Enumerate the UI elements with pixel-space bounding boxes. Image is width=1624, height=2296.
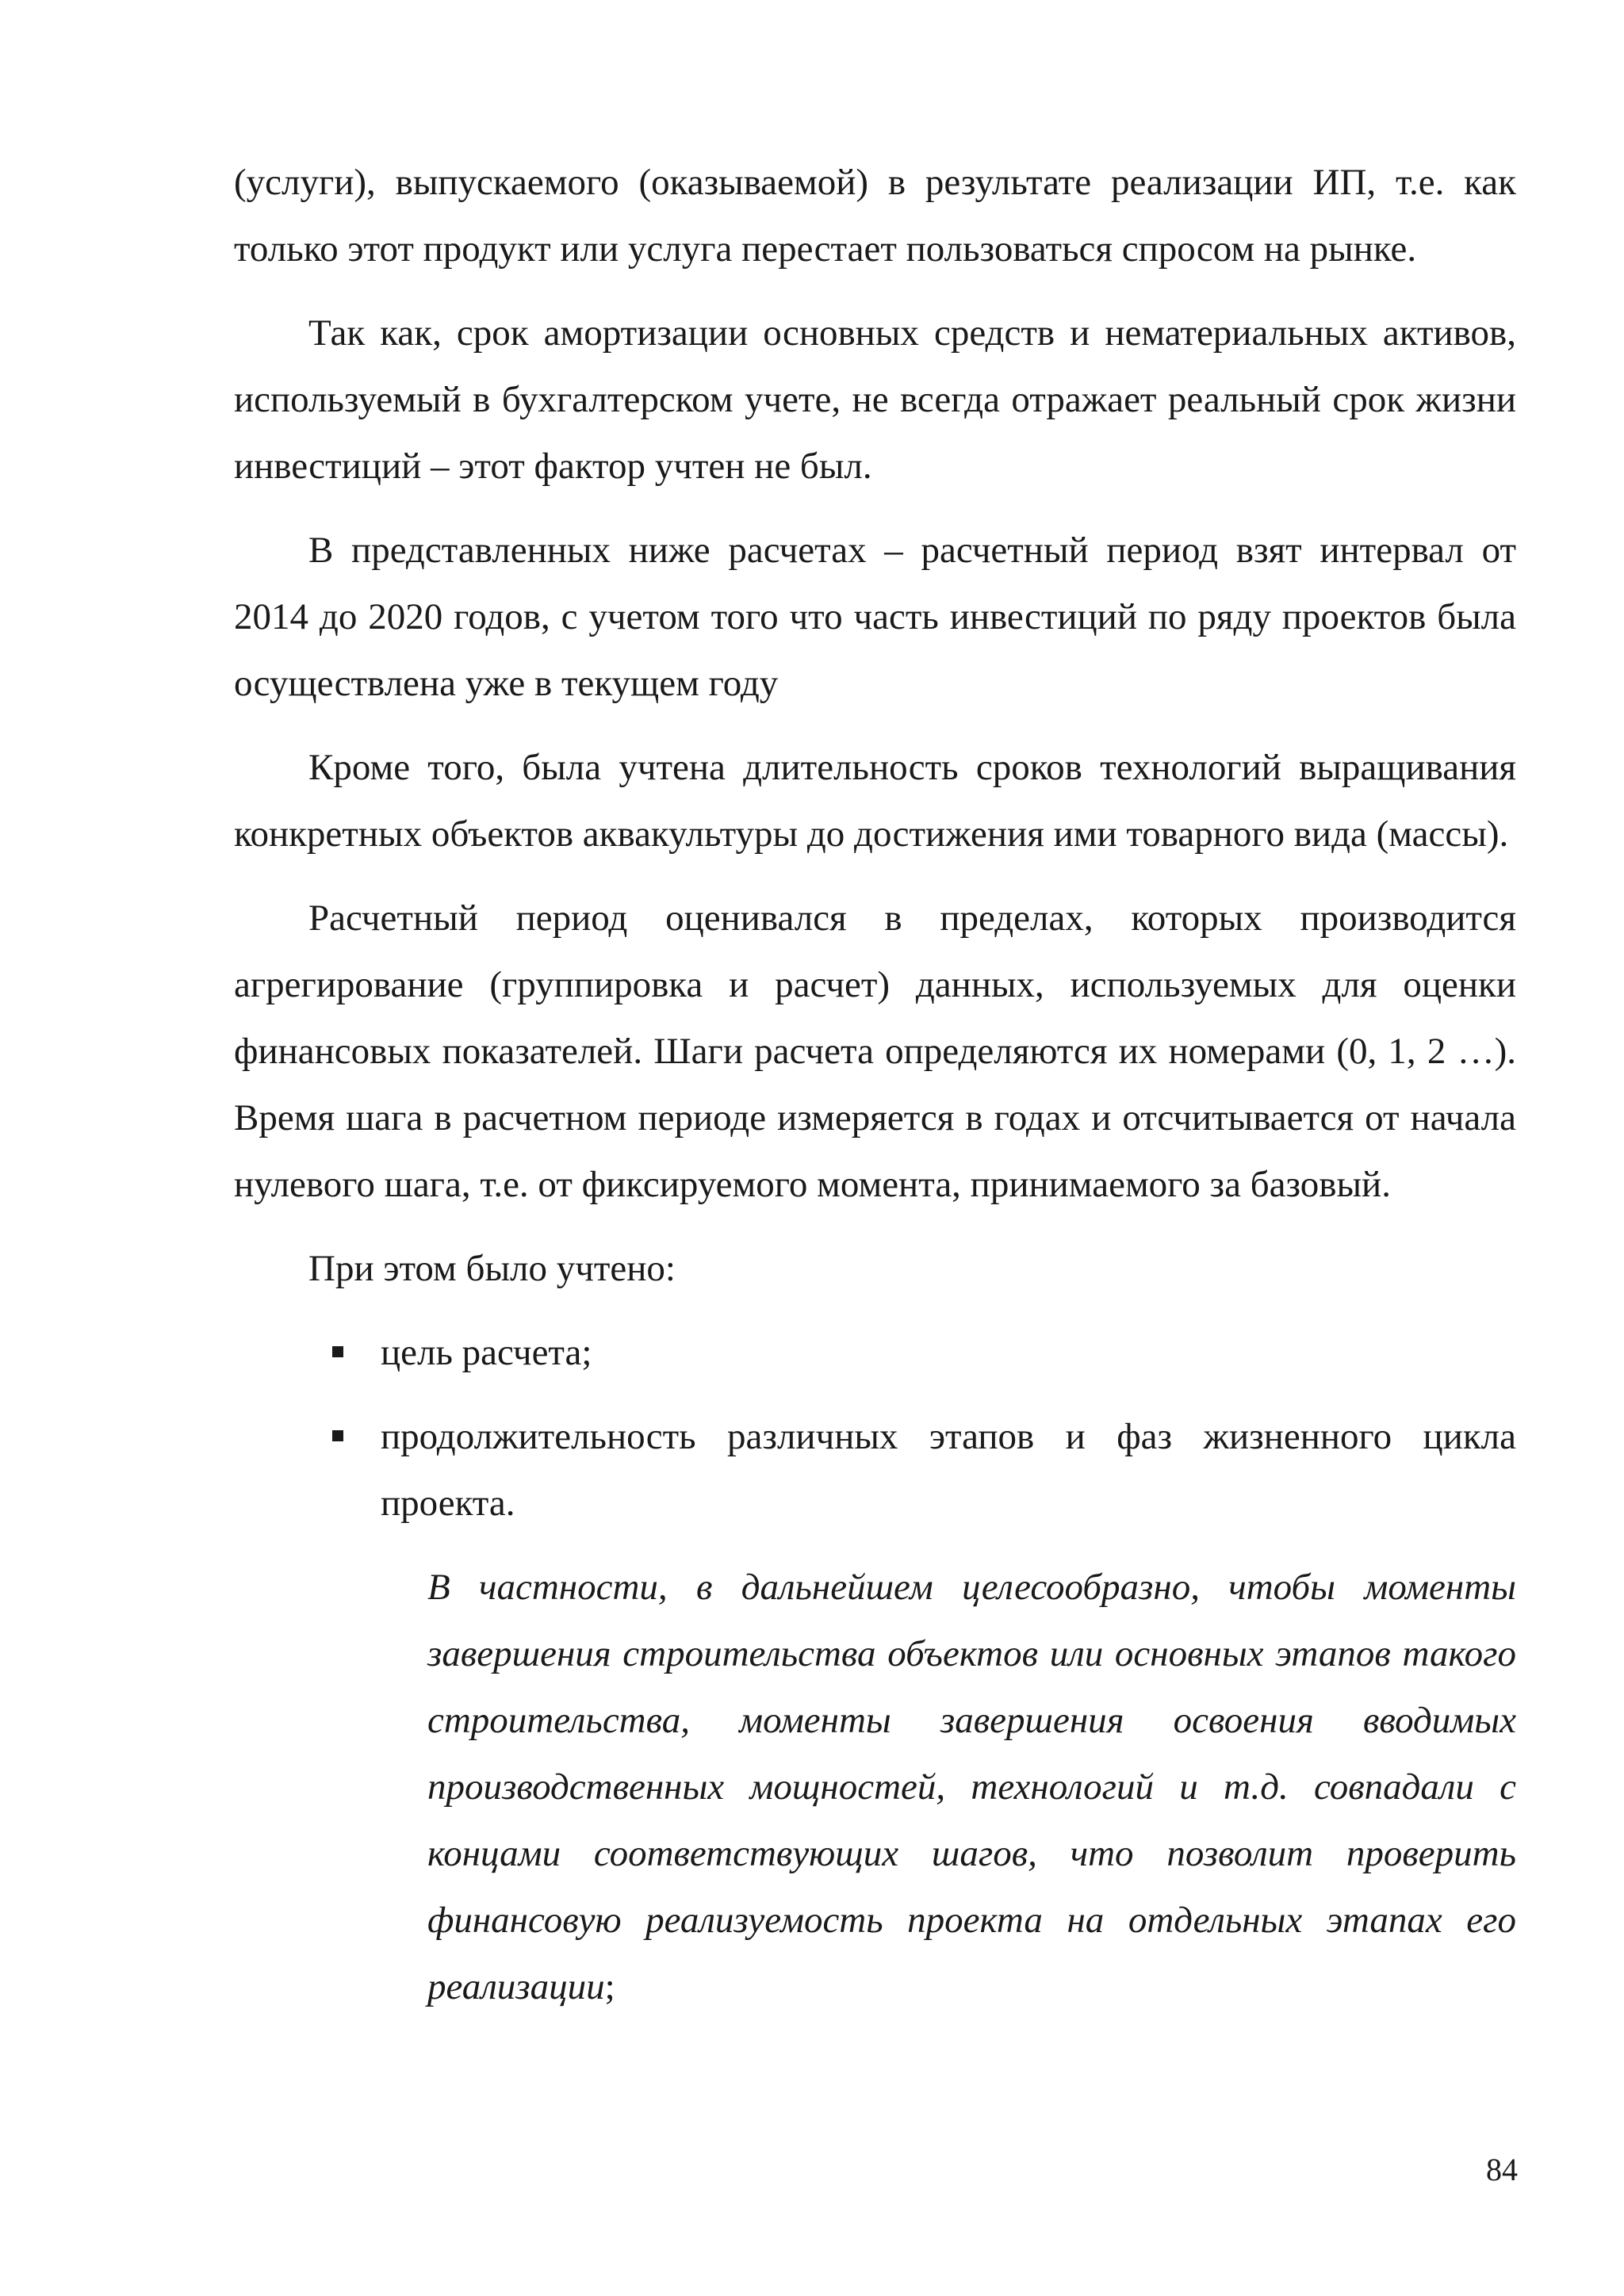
italic-note-tail: ; bbox=[604, 1966, 615, 2007]
italic-note-text: В частности, в дальнейшем целесообразно, чтобы моменты завершения строительства объектов или основных этапов такого строительства, моменты завершения освоения вводимых производственных мощностей, технологий и т.д. совпадали с концами соответствующих шагов, что позволит проверить финансовую реализуемость проекта на отдельных этапах его реализации bbox=[427, 1567, 1516, 2007]
italic-note bbox=[427, 1554, 1516, 2020]
list-item bbox=[234, 1403, 1516, 1536]
paragraph-amortization: Так как, срок амортизации основных средств и нематериальных активов, используемый в бухгалтерском учете, не всегда отражает реальный срок жизни инвестиций – этот фактор учтен не был. bbox=[234, 312, 1516, 487]
bullet-list bbox=[234, 1319, 1516, 1536]
list-item-text: цель расчета; bbox=[381, 1332, 592, 1373]
paragraph-calculation-period: В представленных ниже расчетах – расчетный период взят интервал от 2014 до 2020 годов, с учетом того что часть инвестиций по ряду проектов была осуществлена уже в текущем году bbox=[234, 530, 1516, 704]
paragraph-aquaculture: Кроме того, была учтена длительность сроков технологий выращивания конкретных объектов аквакультуры до достижения ими товарного вида (массы). bbox=[234, 747, 1516, 855]
page-number: 84 bbox=[1486, 2152, 1518, 2187]
list-item bbox=[234, 1319, 1516, 1386]
paragraph-calculation-steps: Расчетный период оценивался в пределах, которых производится агрегирование (группировка и расчет) данных, используемых для оценки финансовых показателей. Шаги расчета определяются их номерами (0, 1, 2 …). Время шага в расчетном периоде измеряется в годах и отсчитывается от начала нулевого шага, т.е. от фиксируемого момента, принимаемого за базовый. bbox=[234, 897, 1516, 1205]
paragraph-continuation: (услуги), выпускаемого (оказываемой) в результате реализации ИП, т.е. как только этот продукт или услуга перестает пользоваться спросом на рынке. bbox=[234, 162, 1516, 270]
document-page bbox=[234, 149, 1516, 2020]
square-bullet-icon bbox=[332, 1430, 343, 1441]
list-item-text: продолжительность различных этапов и фаз жизненного цикла проекта. bbox=[381, 1416, 1516, 1524]
square-bullet-icon bbox=[332, 1346, 343, 1357]
paragraph-considered: При этом было учтено: bbox=[308, 1248, 676, 1289]
